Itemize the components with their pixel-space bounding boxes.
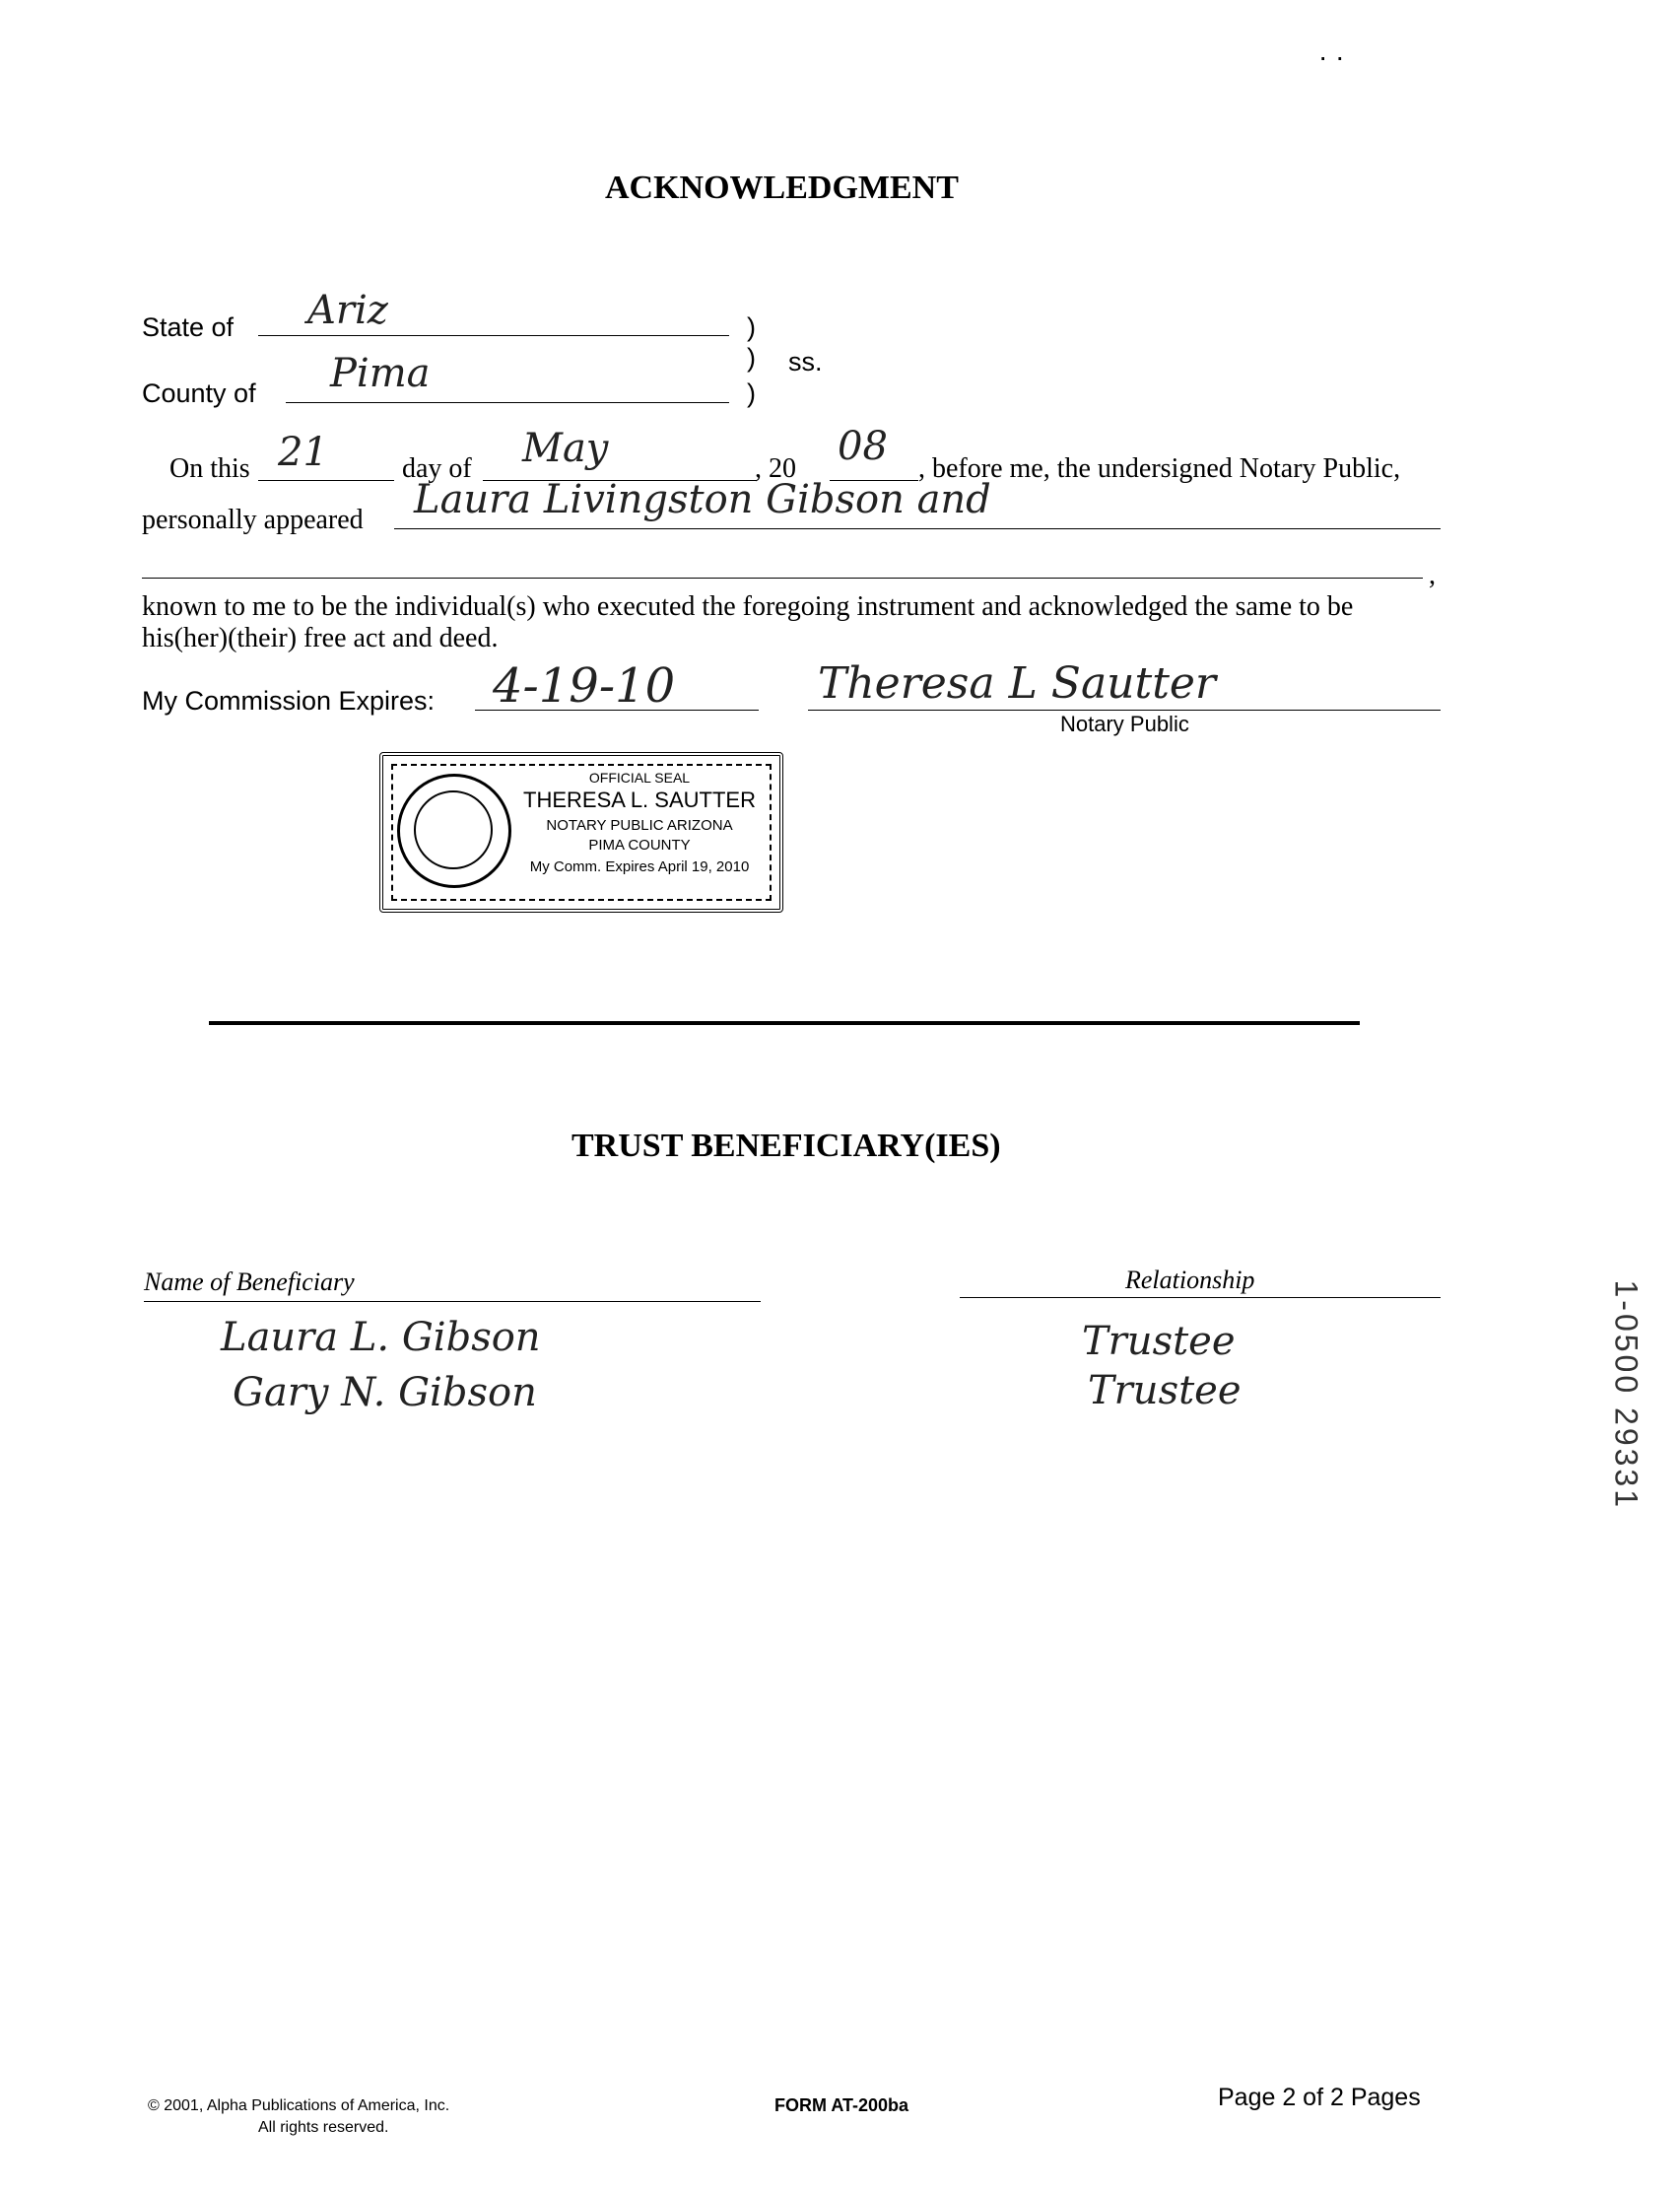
side-document-number: 1-0500 29331 — [1608, 1279, 1645, 1511]
commission-value: 4-19-10 — [493, 658, 676, 714]
county-value: Pima — [330, 351, 431, 396]
ss-label: ss. — [788, 347, 823, 377]
acknowledgment-title: ACKNOWLEDGMENT — [605, 170, 959, 206]
appeared-comma: , — [1429, 560, 1436, 590]
notary-public-label: Notary Public — [1060, 712, 1189, 736]
day-of-label: day of — [402, 453, 472, 484]
appeared-value: Laura Livingston Gibson and — [414, 477, 991, 522]
seal-line-5: My Comm. Expires April 19, 2010 — [529, 858, 750, 875]
day-line — [258, 480, 394, 481]
state-line — [258, 335, 729, 336]
county-label: County of — [142, 378, 256, 408]
seal-line-1: OFFICIAL SEAL — [588, 770, 691, 786]
seal-line-2: THERESA L. SAUTTER — [523, 788, 756, 812]
state-value: Ariz — [307, 288, 388, 333]
paren-3: ) — [747, 378, 756, 408]
known-text-line1: known to me to be the individual(s) who executed the foregoing instrument and acknowledged the same to be — [142, 591, 1354, 622]
paren-2: ) — [747, 343, 756, 373]
year-prefix: , 20 — [755, 453, 796, 484]
beneficiaries-title: TRUST BENEFICIARY(IES) — [571, 1128, 1001, 1164]
appeared-line-2 — [142, 578, 1423, 579]
beneficiary-relationship-2: Trustee — [1088, 1368, 1242, 1413]
beneficiary-name-2: Gary N. Gibson — [233, 1370, 537, 1415]
relationship-header: Relationship — [1125, 1266, 1255, 1294]
seal-line-3: NOTARY PUBLIC ARIZONA — [546, 817, 733, 834]
arizona-state-seal-icon — [397, 774, 511, 888]
day-value: 21 — [278, 430, 328, 475]
seal-line-4: PIMA COUNTY — [588, 837, 691, 854]
beneficiary-relationship-1: Trustee — [1082, 1319, 1236, 1364]
copyright-line-1: © 2001, Alpha Publications of America, Inc. — [148, 2097, 450, 2114]
known-text-line2: his(her)(their) free act and deed. — [142, 623, 499, 653]
appeared-line — [394, 528, 1441, 529]
scan-dots: · · — [1318, 41, 1345, 72]
form-number: FORM AT-200ba — [774, 2095, 909, 2115]
commission-label: My Commission Expires: — [142, 686, 436, 716]
before-me-text: , before me, the undersigned Notary Public, — [918, 453, 1401, 484]
notary-signature-line — [808, 710, 1441, 711]
seal-emblem-inner — [414, 790, 493, 869]
month-value: May — [522, 426, 609, 471]
copyright-line-2: All rights reserved. — [258, 2119, 389, 2136]
on-this-label: On this — [169, 453, 250, 484]
county-line — [286, 402, 729, 403]
personally-appeared-label: personally appeared — [142, 505, 364, 535]
paren-1: ) — [747, 312, 756, 342]
beneficiary-name-1: Laura L. Gibson — [221, 1315, 541, 1360]
name-of-beneficiary-header: Name of Beneficiary — [144, 1268, 355, 1296]
section-divider — [209, 1021, 1360, 1025]
state-label: State of — [142, 312, 235, 342]
year-value: 08 — [838, 424, 888, 469]
name-header-line — [144, 1301, 761, 1302]
notary-seal-stamp — [379, 752, 783, 913]
notary-signature: Theresa L Sautter — [818, 658, 1216, 709]
page-number: Page 2 of 2 Pages — [1218, 2084, 1421, 2111]
relationship-header-line — [960, 1297, 1441, 1298]
